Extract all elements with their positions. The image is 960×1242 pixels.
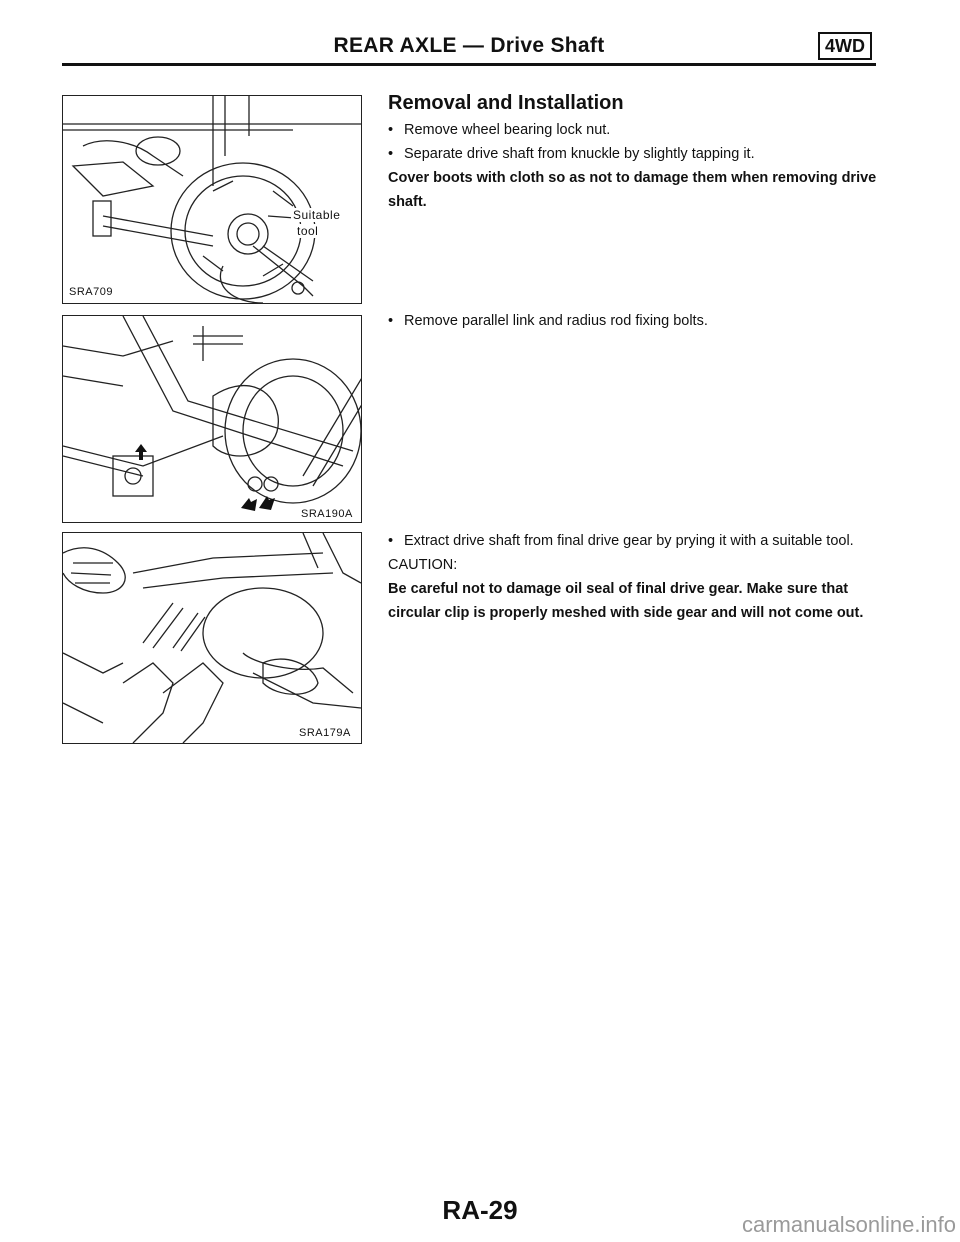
section-removal	[388, 88, 884, 214]
final-drive-illustration	[63, 533, 361, 743]
caution-label: CAUTION:	[388, 557, 458, 573]
watermark: carmanualsonline.info	[741, 1212, 956, 1237]
header-rule	[62, 63, 876, 66]
figure-code: SRA709	[69, 286, 113, 298]
step-note: Cover boots with cloth so as not to damage them when removing drive shaft.	[388, 170, 877, 210]
suspension-illustration	[63, 316, 361, 522]
callout-suitable: Suitable	[293, 208, 341, 222]
figure-code: SRA179A	[299, 727, 351, 739]
drive-type-badge: 4WD	[818, 32, 872, 60]
page-number: RA-29	[442, 1195, 518, 1225]
figure-final-drive	[62, 532, 362, 744]
section-step-links	[388, 309, 884, 333]
step-bullet: • Remove parallel link and radius rod fixing bolts.	[388, 309, 884, 333]
caution-text: Be careful not to damage oil seal of final drive gear. Make sure that circular clip is properly meshed with side gear and will not come out.	[388, 581, 864, 621]
step-bullet: • Extract drive shaft from final drive gear by prying it with a suitable tool.	[388, 529, 884, 553]
figure-suspension-links	[62, 315, 362, 523]
step-bullet: • Separate drive shaft from knuckle by slightly tapping it.	[388, 142, 884, 166]
figure-wheel-hub	[62, 95, 362, 304]
section-step-extract	[388, 529, 884, 625]
wheel-hub-illustration	[63, 96, 361, 303]
section-heading: Removal and Installation	[388, 92, 624, 114]
page-title: REAR AXLE — Drive Shaft	[333, 34, 605, 57]
callout-tool: tool	[297, 224, 319, 238]
figure-code: SRA190A	[301, 508, 353, 520]
step-bullet: • Remove wheel bearing lock nut.	[388, 118, 884, 142]
page-header	[62, 30, 876, 64]
